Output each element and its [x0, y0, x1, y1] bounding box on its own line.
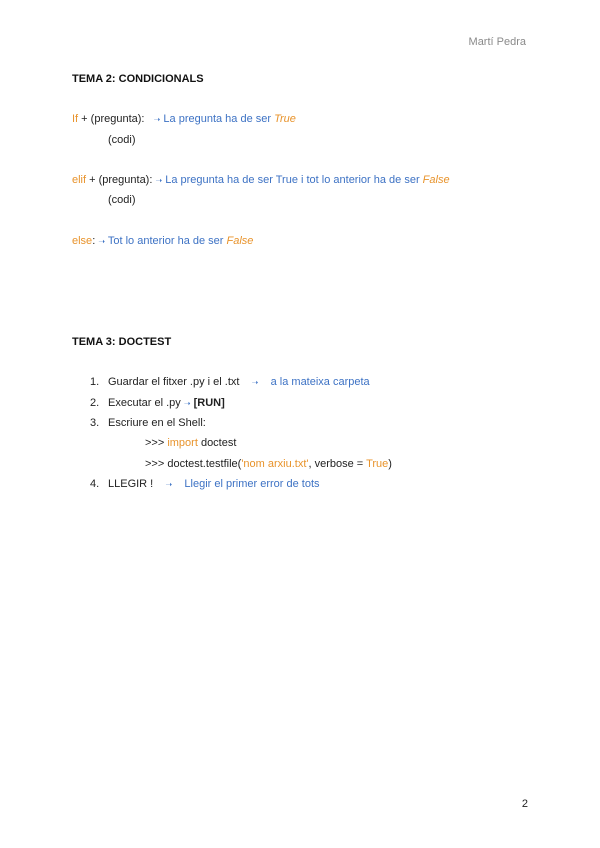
list-number: 1.	[90, 376, 100, 388]
else-rest: :	[92, 235, 96, 247]
list-item	[108, 478, 320, 490]
arrow-icon: ➝	[153, 115, 161, 124]
else-line	[72, 235, 253, 247]
code-prompt: >>> doctest.testfile(	[145, 458, 242, 470]
code-end: )	[388, 458, 392, 470]
section-title-tema3: TEMA 3: DOCTEST	[72, 336, 172, 348]
if-keyword: If	[72, 113, 79, 125]
list-item	[108, 397, 225, 409]
list-item	[108, 376, 370, 388]
author-name: Martí Pedra	[468, 36, 526, 48]
section-title-tema2: TEMA 2: CONDICIONALS	[72, 73, 204, 85]
arrow-icon: ➝	[183, 399, 191, 408]
arrow-icon: ➝	[251, 378, 259, 387]
list-item	[108, 417, 206, 429]
list-item-text: Escriure en el Shell:	[108, 417, 206, 429]
elif-line	[72, 174, 450, 186]
list-item-note: Llegir el primer error de tots	[184, 478, 320, 490]
arrow-icon: ➝	[98, 237, 106, 246]
code-mid: , verbose =	[308, 458, 367, 470]
else-keyword: else	[72, 235, 93, 247]
elif-code: (codi)	[108, 194, 136, 206]
if-line	[72, 113, 296, 125]
list-item-text: Executar el .py	[108, 397, 181, 409]
elif-value: False	[422, 174, 450, 186]
arrow-icon: ➝	[165, 480, 173, 489]
code-keyword: import	[167, 437, 198, 449]
list-number: 3.	[90, 417, 100, 429]
page-number: 2	[521, 798, 528, 810]
if-rest: + (pregunta):	[78, 113, 145, 125]
list-item-note: a la mateixa carpeta	[270, 376, 370, 388]
code-line-import	[145, 437, 236, 449]
code-string: 'nom arxiu.txt'	[241, 458, 309, 470]
elif-rest: + (pregunta):	[86, 174, 153, 186]
code-value: True	[366, 458, 389, 470]
if-description: La pregunta ha de ser	[163, 113, 275, 125]
list-number: 4.	[90, 478, 100, 490]
code-line-testfile	[145, 458, 392, 470]
list-item-text: LLEGIR !	[108, 478, 154, 490]
run-label: [RUN]	[193, 397, 225, 409]
else-description: Tot lo anterior ha de ser	[107, 235, 227, 247]
list-item-text: Guardar el fitxer .py i el .txt	[108, 376, 240, 388]
elif-keyword: elif	[72, 174, 87, 186]
list-number: 2.	[90, 397, 100, 409]
code-rest: doctest	[197, 437, 237, 449]
arrow-icon: ➝	[155, 176, 163, 185]
if-code: (codi)	[108, 134, 136, 146]
elif-description: La pregunta ha de ser True i tot lo anterior ha de ser	[165, 174, 423, 186]
code-prompt: >>>	[145, 437, 168, 449]
if-value: True	[274, 113, 296, 125]
else-value: False	[226, 235, 254, 247]
